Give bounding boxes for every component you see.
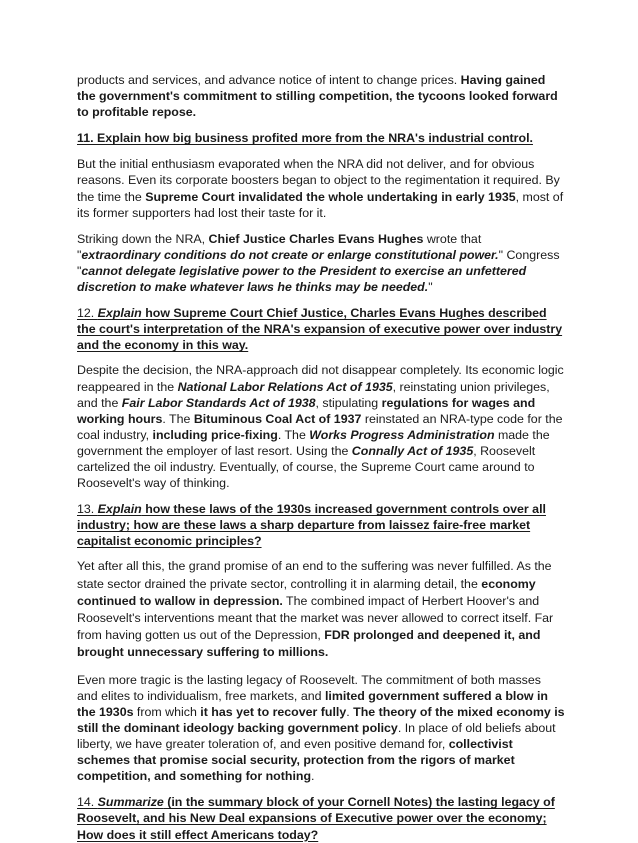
text-run: Striking down the NRA,: [77, 231, 209, 246]
bold-run: FDR prolonged and deepened it, and brought unnecessary suffering to millions.: [77, 628, 541, 660]
bold-italic-run: Works Progress Administration: [309, 427, 495, 442]
text-run: ": [428, 280, 433, 295]
bold-run: Chief Justice Charles Evans Hughes: [208, 231, 424, 246]
question-text: Explain how big business profited more from the NRA's industrial control.: [96, 131, 533, 146]
question-text: (in the summary block of your Cornell Notes) the lasting legacy of Roosevelt, and his New Deal expansions of Executive power over the economy; How does it still effect Americans today?: [77, 795, 555, 842]
text-run: The combined impact of Herbert Hoover's and Roosevelt's interventions meant that the market was never allowed to correct itself. Far from having gotten us out of the Depression,: [77, 593, 554, 643]
paragraph-2: [77, 156, 565, 220]
text-run: from which: [133, 704, 201, 719]
question-number: 13.: [77, 502, 98, 517]
question-text: how Supreme Court Chief Justice, Charles Evans Hughes described the court's interpretation of the NRA's expansion of executive power over industry and the economy in this way.: [77, 306, 563, 353]
question-number: 12.: [77, 306, 98, 321]
text-run: But the initial enthusiasm evaporated when the NRA did not deliver, and for obvious reasons. Even its corporate boosters began to object to the regimentation it required. By the time the: [77, 157, 560, 204]
bold-run: economy continued to wallow in depression.: [77, 576, 536, 608]
text-run: . The: [162, 411, 194, 426]
bold-run: regulations for wages and working hours: [77, 395, 536, 426]
question-emphasis: Explain: [97, 306, 142, 321]
bold-run: Bituminous Coal Act of 1937: [193, 411, 362, 426]
text-run: . The: [277, 427, 310, 442]
text-run: made the government the employer of last resort. Using the: [77, 427, 550, 458]
question-emphasis: Explain: [97, 502, 142, 517]
text-run: Even more tragic is the lasting legacy of Roosevelt. The commitment of both masses and elites to individualism, free markets, and: [77, 672, 541, 703]
text-run: Despite the decision, the NRA-approach did not disappear completely. Its economic logic reappeared in the: [77, 363, 564, 394]
text-run: Yet after all this, the grand promise of an end to the suffering was never fulfilled. As the state sector drained the private sector, controlling it in alarming detail, the: [77, 559, 552, 591]
question-14: [77, 794, 565, 842]
bold-italic-run: Connally Act of 1935: [351, 443, 474, 458]
text-run: .: [311, 769, 315, 784]
bold-run: collectivist schemes that promise social security, protection from the rigors of market competition, and something for nothing: [77, 737, 515, 784]
text-run: , stipulating: [315, 395, 382, 410]
text-run: products and services, and advance notice of intent to change prices.: [77, 73, 461, 87]
bold-italic-run: extraordinary conditions do not create or enlarge constitutional power.: [81, 247, 499, 262]
text-run: reinstated an NRA-type code for the coal industry,: [77, 411, 563, 442]
paragraph-3: [77, 231, 565, 295]
paragraph-4: [77, 362, 565, 491]
question-text: how these laws of the 1930s increased government controls over all industry; how are these laws a sharp departure from laissez faire-free market capitalist economic principles?: [77, 502, 546, 549]
text-run: wrote that ": [77, 231, 482, 262]
text-run: , reinstating union privileges, and the: [77, 379, 550, 410]
question-emphasis: Summarize: [97, 795, 164, 810]
paragraph-1: [77, 72, 565, 120]
question-number: 14.: [77, 795, 98, 810]
bold-run: The theory of the mixed economy is still the dominant ideology backing government policy: [77, 704, 565, 735]
question-13: [77, 501, 565, 549]
text-run: , Roosevelt cartelized the oil industry. Eventually, of course, the Supreme Court came around to Roosevelt's way of thinking.: [77, 443, 536, 491]
paragraph-5: [77, 558, 565, 661]
paragraph-6: [77, 672, 565, 785]
bold-run: including price-fixing: [152, 427, 278, 442]
text-run: , most of its former supporters had lost their taste for it.: [77, 189, 564, 220]
question-12: [77, 305, 565, 353]
bold-run: Supreme Court invalidated the whole undertaking in early 1935: [145, 189, 516, 204]
question-11: [77, 130, 565, 146]
text-run: .: [346, 704, 354, 719]
text-run: . In place of old beliefs about liberty, we have greater toleration of, and even positive demand for,: [77, 720, 556, 752]
bold-run: Having gained the government's commitment to stilling competition, the tycoons looked forward to profitable repose.: [77, 73, 558, 120]
text-run: " Congress ": [77, 247, 560, 278]
bold-italic-run: National Labor Relations Act of 1935: [177, 379, 393, 394]
bold-run: it has yet to recover fully: [200, 704, 347, 719]
bold-italic-run: Fair Labor Standards Act of 1938: [121, 395, 316, 410]
bold-run: limited government suffered a blow in the 1930s: [77, 688, 548, 719]
bold-italic-run: cannot delegate legislative power to the President to exercise an unfettered discretion to make whatever laws he thinks may be needed.: [77, 263, 527, 295]
question-number: 11.: [77, 131, 97, 146]
